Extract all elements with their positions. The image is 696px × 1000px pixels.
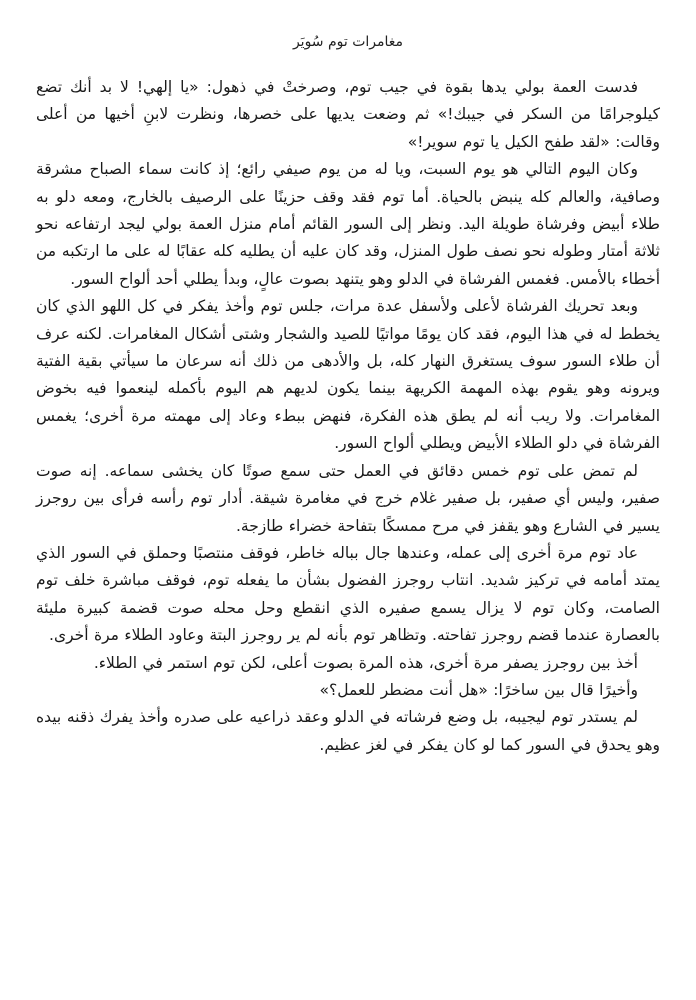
paragraph: وكان اليوم التالي هو يوم السبت، ويا له من يوم صيفي رائع؛ إذ كانت سماء الصباح مشرقة وصافية، والعالم كله ينبض بالحياة. أما توم فقد وقف حزينًا على الرصيف بالخارج، ومعه دلو به طلاء أبيض وفرشاة طويلة اليد. ونظر إلى السور القائم أمام منزل العمة بولي ليجد ارتفاعه نحو ثلاثة أمتار وطوله نحو نصف طول المنزل، وقد كان عليه أن يطليه كله عقابًا له على ما ارتكبه من أخطاء بالأمس. فغمس الفرشاة في الدلو وهو يتنهد بصوت عالٍ، وبدأ يطلي أحد ألواح السور. — [36, 160, 660, 288]
running-header-title: مغامرات توم سُويَر — [292, 34, 404, 50]
paragraph: فدست العمة بولي يدها بقوة في جيب توم، وصرختْ في ذهول: «يا إلهي! لا بد أنك تضع كيلوجرامًا من السكر في جيبك!» ثم وضعت يديها على خصرها، ونظرت لابنِ أخيها من أعلى وقالت: «لقد طفح الكيل يا توم سوير!» — [36, 78, 660, 151]
paragraph: عاد توم مرة أخرى إلى عمله، وعندها جال بباله خاطر، فوقف منتصبًا وحملق في السور الذي يمتد أمامه في تركيز شديد. انتاب روجرز الفضول بشأن ما يفعله توم، فوقف مباشرة خلف توم الصامت، وكان توم لا يزال يسمع صفيره الذي انقطع وحل محله صوت قضمة كبيرة مليئة بالعصارة عندما قضم روجرز تفاحته. وتظاهر توم بأنه لم ير روجرز البتة وعاود الطلاء مرة أخرى. — [36, 543, 660, 645]
paragraph: وبعد تحريك الفرشاة لأعلى ولأسفل عدة مرات، جلس توم وأخذ يفكر في كل اللهو الذي كان يخطط له في هذا اليوم، فقد كان يومًا مواتيًا للصيد والشجار وشتى أشكال المغامرات. لكنه عرف أن طلاء السور سوف يستغرق النهار كله، بل والأدهى من ذلك أنه سرعان ما سيأتي بقية الفتية ويرونه وهو يقوم بهذه المهمة الكريهة بينما يكون لديهم هم اليوم بأكمله لينعموا فيه بخوض المغامرات. ولا ريب أنه لم يطق هذه الفكرة، فنهض ببطء وعاد إلى مهمته مرة أخرى؛ يغمس الفرشاة في دلو الطلاء الأبيض ويطلي ألواح السور. — [36, 297, 660, 453]
body-text — [36, 74, 660, 759]
paragraph: وأخيرًا قال بين ساخرًا: «هل أنت مضطر للعمل؟» — [319, 680, 638, 699]
paragraph: أخذ بين روجرز يصفر مرة أخرى، هذه المرة بصوت أعلى، لكن توم استمر في الطلاء. — [93, 653, 638, 672]
paragraph: لم يستدر توم ليجيبه، بل وضع فرشاته في الدلو وعقد ذراعيه على صدره وأخذ يفرك ذقنه بيده وهو يحدق في السور كما لو كان يفكر في لغز عظيم. — [36, 708, 660, 754]
paragraph: لم تمض على توم خمس دقائق في العمل حتى سمع صوتًا كان يخشى سماعه. إنه صوت صفير، وليس أي صفير، بل صفير غلام خرج في مغامرة شيقة. أدار توم رأسه فرأى بين روجرز يسير في الشارع وهو يقفز في مرح ممسكًا بتفاحة خضراء طازجة. — [36, 461, 660, 535]
